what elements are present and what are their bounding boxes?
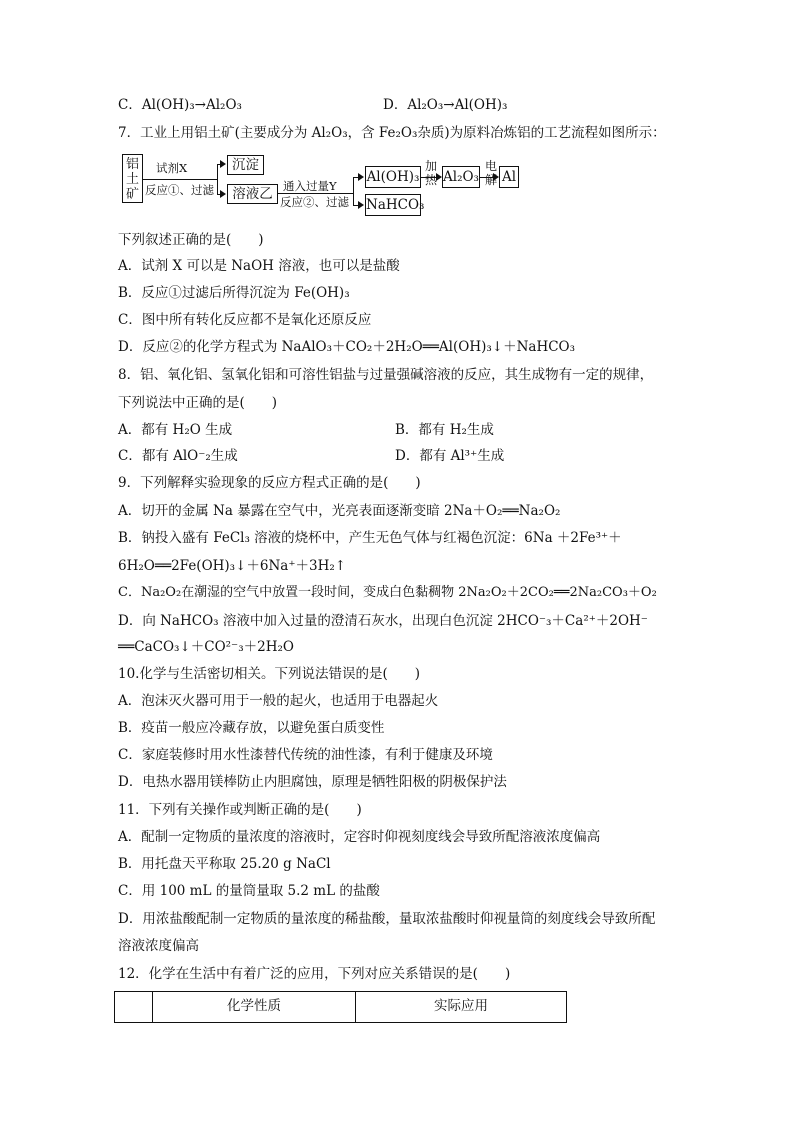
q6-option-d: D．Al₂O₃→Al(OH)₃ — [383, 97, 508, 113]
q8-option-d: D．都有 Al³⁺生成 — [395, 448, 505, 464]
q6-option-c: C．Al(OH)₃→Al₂O₃ — [118, 97, 242, 113]
step2-label: 反应②、过滤 — [280, 195, 349, 209]
al-box: Al — [499, 166, 519, 188]
table-header-property: 化学性质 — [153, 992, 356, 1023]
solution-b-box: 溶液乙 — [227, 184, 278, 204]
q11-option-d: D．用浓盐酸配制一定物质的量浓度的稀盐酸，量取浓盐酸时仰视量筒的刻度线会导致所配 — [118, 911, 656, 927]
q11-option-b: B．用托盘天平称取 25.20 g NaCl — [118, 856, 331, 872]
q8-option-b: B．都有 H₂生成 — [395, 422, 494, 438]
aloh3-box: Al(OH)₃ — [365, 166, 421, 188]
q8-option-c: C．都有 AlO⁻₂生成 — [118, 448, 238, 464]
q11-option-c: C．用 100 mL 的量筒量取 5.2 mL 的盐酸 — [118, 883, 380, 899]
q9-stem: 9．下列解释实验现象的反应方程式正确的是( ) — [118, 475, 421, 491]
table-header-blank — [115, 992, 153, 1023]
electrolysis-label: 电解 — [485, 159, 498, 187]
q7-stem: 7．工业上用铝土矿(主要成分为 Al₂O₃，含 Fe₂O₃杂质)为原料冶炼铝的工艺流程如图所示： — [118, 125, 666, 141]
q12-table — [114, 991, 567, 1023]
q11-stem: 11．下列有关操作或判断正确的是( ) — [118, 802, 362, 818]
pass-y-label: 通入过量Y — [283, 179, 337, 193]
q9-option-b: B．钠投入盛有 FeCl₃ 溶液的烧杯中，产生无色气体与红褐色沉淀：6Na ＋2Fe³⁺＋ — [118, 530, 622, 546]
table-header-application: 实际应用 — [356, 992, 567, 1023]
q9-option-b-cont: 6H₂O══2Fe(OH)₃↓＋6Na⁺＋3H₂↑ — [118, 558, 347, 574]
q9-option-d-cont: ══CaCO₃↓＋CO²⁻₃＋2H₂O — [118, 639, 294, 655]
nahco3-box: NaHCO₃ — [365, 194, 421, 216]
q11-option-a: A．配制一定物质的量浓度的溶液时，定容时仰视刻度线会导致所配溶液浓度偏高 — [118, 829, 601, 845]
q10-option-b: B．疫苗一般应冷藏存放，以避免蛋白质变性 — [118, 720, 385, 736]
arrow-to-solution — [220, 190, 226, 198]
precipitate-box: 沉淀 — [227, 155, 264, 175]
q9-option-c: C．Na₂O₂在潮湿的空气中放置一段时间，变成白色黏稠物 2Na₂O₂＋2CO₂══2Na₂CO₃＋O₂ — [118, 585, 657, 600]
q11-option-d-cont: 溶液浓度偏高 — [118, 938, 199, 954]
q10-option-d: D．电热水器用镁棒防止内胆腐蚀，原理是牺牲阳极的阴极保护法 — [118, 774, 507, 790]
q9-option-a: A．切开的金属 Na 暴露在空气中，光亮表面逐渐变暗 2Na＋O₂══Na₂O₂ — [118, 503, 561, 519]
q8-option-a: A．都有 H₂O 生成 — [118, 422, 233, 438]
arrow-to-nahco3 — [358, 201, 364, 209]
q10-option-a: A．泡沫灭火器可用于一般的起火，也适用于电器起火 — [118, 693, 439, 709]
q8-stem-1: 8．铝、氧化铝、氢氧化铝和可溶性铝盐与过量强碱溶液的反应，其生成物有一定的规律， — [118, 367, 654, 383]
q10-option-c: C．家庭装修时用水性漆替代传统的油性漆，有利于健康及环境 — [118, 747, 493, 763]
q7-option-d: D．反应②的化学方程式为 NaAlO₃＋CO₂＋2H₂O══Al(OH)₃↓＋NaHCO₃ — [118, 339, 576, 355]
q10-stem: 10.化学与生活密切相关。下列说法错误的是( ) — [118, 666, 421, 682]
q12-stem: 12．化学在生活中有着广泛的应用，下列对应关系错误的是( ) — [118, 966, 511, 982]
reagent-x-label: 试剂X — [156, 161, 188, 175]
arrow-to-precipitate — [220, 160, 226, 168]
q7-option-a: A．试剂 X 可以是 NaOH 溶液，也可以是盐酸 — [118, 258, 400, 274]
al2o3-box: Al₂O₃ — [442, 166, 480, 188]
q9-option-d: D．向 NaHCO₃ 溶液中加入过量的澄清石灰水，出现白色沉淀 2HCO⁻₃＋Ca²⁺＋2OH⁻ — [118, 613, 648, 629]
table-row — [115, 992, 567, 1023]
ore-box: 铝土矿 — [122, 154, 143, 203]
q8-stem-2: 下列说法中正确的是( ) — [118, 395, 278, 411]
q7-option-b: B．反应①过滤后所得沉淀为 Fe(OH)₃ — [118, 285, 350, 301]
heat-label: 加热 — [425, 159, 438, 187]
q7-ask: 下列叙述正确的是( ) — [118, 232, 264, 248]
q7-option-c: C．图中所有转化反应都不是氧化还原反应 — [118, 312, 372, 328]
arrow-to-aloh3 — [358, 173, 364, 181]
step1-label: 反应①、过滤 — [145, 183, 214, 197]
